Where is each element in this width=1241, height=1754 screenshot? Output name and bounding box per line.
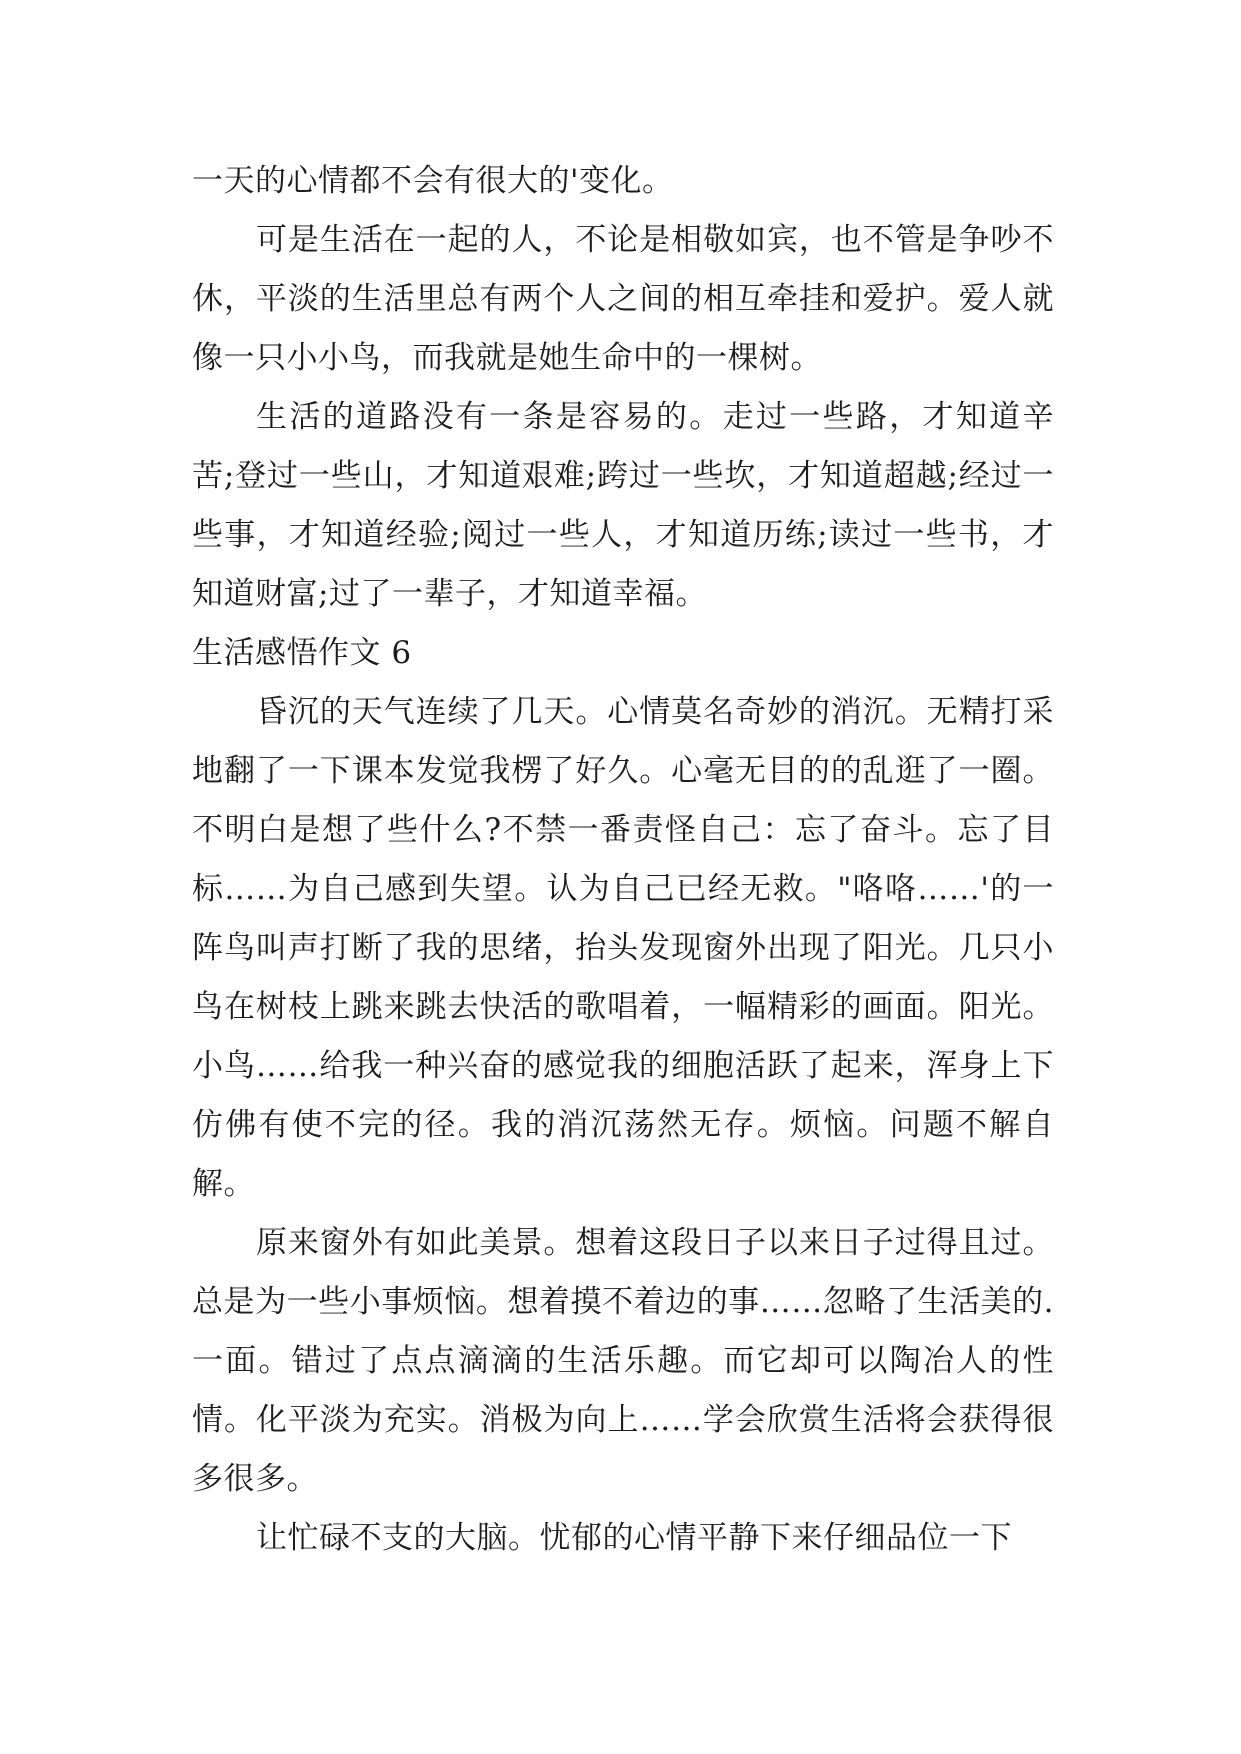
paragraph-love-life: 可是生活在一起的人，不论是相敬如宾，也不管是争吵不休，平淡的生活里总有两个人之间的相互牵挂和爱护。爱人就像一只小小鸟，而我就是她生命中的一棵树。 [192, 222, 1054, 376]
paragraph-life-road: 生活的道路没有一条是容易的。走过一些路，才知道辛苦;登过一些山，才知道艰难;跨过一些坎，才知道超越;经过一些事，才知道经验;阅过一些人，才知道历练;读过一些书，才知道财富;过了一辈子，才知道幸福。 [192, 399, 1054, 612]
paragraph-gloomy-weather: 昏沉的天气连续了几天。心情莫名奇妙的消沉。无精打采地翻了一下课本发觉我楞了好久。心毫无目的的乱逛了一圈。不明白是想了些什么?不禁一番责怪自己：忘了奋斗。忘了目标……为自己感到失望。认为自己已经无救。"咯咯……'的一阵鸟叫声打断了我的思绪，抬头发现窗外出现了阳光。几只小鸟在树枝上跳来跳去快活的歌唱着，一幅精彩的画面。阳光。小鸟……给我一种兴奋的感觉我的细胞活跃了起来，浑身上下仿佛有使不完的径。我的消沉荡然无存。烦恼。问题不解自解。 [192, 694, 1054, 1202]
essay-title: 生活感悟作文 6 [192, 635, 412, 671]
document-page [192, 152, 1054, 1568]
paragraph-continuation: 一天的心情都不会有很大的'变化。 [192, 163, 674, 199]
paragraph-busy-mind: 让忙碌不支的大脑。忧郁的心情平静下来仔细品位一下 [256, 1520, 1012, 1556]
paragraph-scenery: 原来窗外有如此美景。想着这段日子以来日子过得且过。总是为一些小事烦恼。想着摸不着边的事……忽略了生活美的.一面。错过了点点滴滴的生活乐趣。而它却可以陶冶人的性情。化平淡为充实。消极为向上……学会欣赏生活将会获得很多很多。 [192, 1225, 1054, 1497]
